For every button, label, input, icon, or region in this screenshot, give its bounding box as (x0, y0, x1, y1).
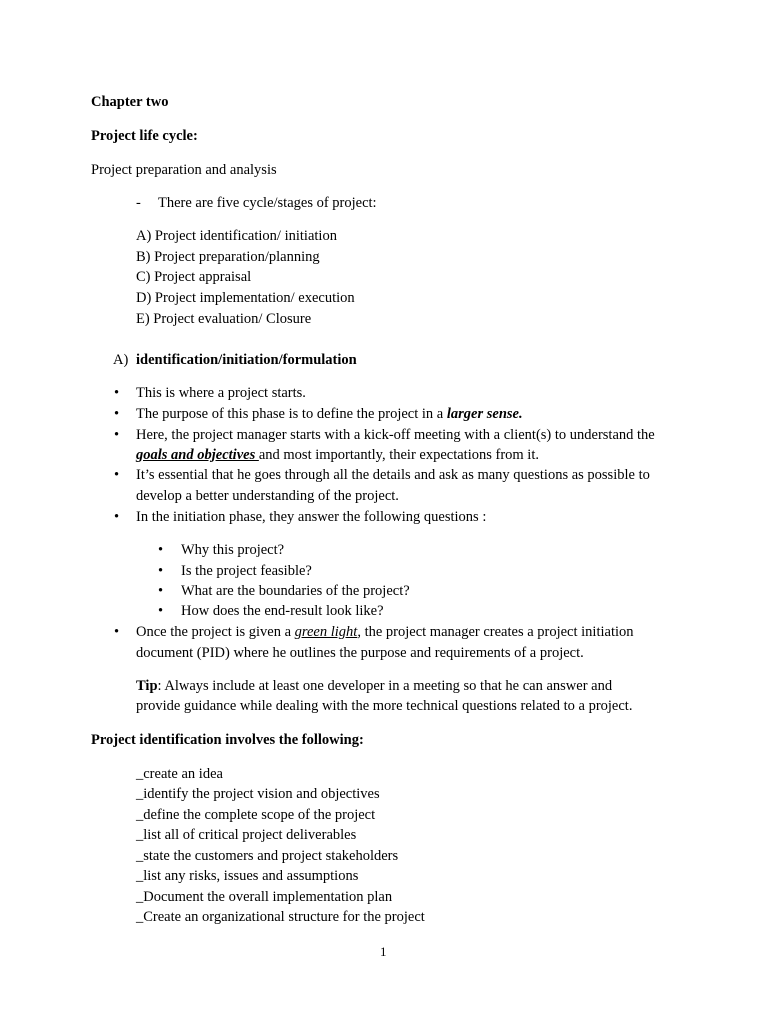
section-a-heading: identification/initiation/formulation (136, 352, 357, 368)
tip-paragraph-continuation: provide guidance while dealing with the more technical questions related to a project. (136, 698, 633, 714)
list-item: C) Project appraisal (136, 269, 252, 285)
bullet-glyph: • (158, 583, 164, 599)
list-item (136, 624, 634, 641)
subtitle: Project preparation and analysis (91, 162, 277, 178)
chapter-title: Chapter two (91, 94, 169, 110)
list-item-continuation: develop a better understanding of the project. (136, 488, 399, 504)
bullet-text: , the project manager creates a project initiation (357, 624, 634, 640)
page-number: 1 (380, 944, 387, 959)
list-item: In the initiation phase, they answer the following questions : (136, 509, 487, 525)
list-item-continuation: document (PID) where he outlines the purpose and requirements of a project. (136, 645, 584, 661)
bullet-glyph: • (114, 385, 120, 401)
list-item: E) Project evaluation/ Closure (136, 311, 312, 327)
bullet-glyph: • (114, 427, 120, 443)
intro-dash: - (136, 195, 141, 211)
bullet-glyph: • (114, 467, 120, 483)
list-item: _define the complete scope of the project (136, 807, 376, 823)
list-item: This is where a project starts. (136, 385, 306, 401)
bullet-text: Once the project is given a (136, 624, 295, 640)
intro-text: There are five cycle/stages of project: (158, 195, 377, 211)
list-item: A) Project identification/ initiation (136, 228, 337, 244)
list-item: _list any risks, issues and assumptions (136, 868, 359, 884)
bullet-glyph: • (114, 406, 120, 422)
list-item: Is the project feasible? (181, 563, 312, 579)
bullet-glyph: • (114, 509, 120, 525)
list-item-continuation (136, 447, 539, 464)
list-item: _Document the overall implementation plan (136, 889, 393, 905)
bullet-glyph: • (158, 603, 164, 619)
section-title: Project life cycle: (91, 128, 198, 144)
tip-paragraph (136, 678, 612, 695)
bullet-glyph: • (158, 563, 164, 579)
identification-heading: Project identification involves the following: (91, 732, 364, 748)
list-item (136, 406, 523, 423)
bullet-text: The purpose of this phase is to define the project in a (136, 406, 447, 422)
emphasis-green-light: green light (294, 624, 358, 640)
bullet-text: and most importantly, their expectations from it. (258, 447, 539, 463)
list-item: _Create an organizational structure for the project (136, 909, 425, 925)
bullet-glyph: • (114, 624, 120, 640)
list-item: _state the customers and project stakeholders (136, 848, 399, 864)
list-item: _list all of critical project deliverables (136, 827, 357, 843)
section-a-marker: A) (113, 352, 129, 368)
emphasis-larger-sense: larger sense. (446, 406, 523, 422)
list-item: It’s essential that he goes through all the details and ask as many questions as possible to (136, 467, 650, 483)
list-item: B) Project preparation/planning (136, 249, 320, 265)
list-item: What are the boundaries of the project? (181, 583, 410, 599)
tip-label: Tip (136, 678, 158, 694)
emphasis-goals-and-objectives: goals and objectives (136, 447, 259, 463)
list-item: D) Project implementation/ execution (136, 290, 355, 306)
list-item: How does the end-result look like? (181, 603, 384, 619)
list-item: Here, the project manager starts with a kick-off meeting with a client(s) to understand the (136, 427, 655, 443)
tip-text: : Always include at least one developer in a meeting so that he can answer and (157, 678, 613, 694)
list-item: _identify the project vision and objectives (136, 786, 380, 802)
bullet-glyph: • (158, 542, 164, 558)
list-item: Why this project? (181, 542, 285, 558)
list-item: _create an idea (136, 766, 223, 782)
